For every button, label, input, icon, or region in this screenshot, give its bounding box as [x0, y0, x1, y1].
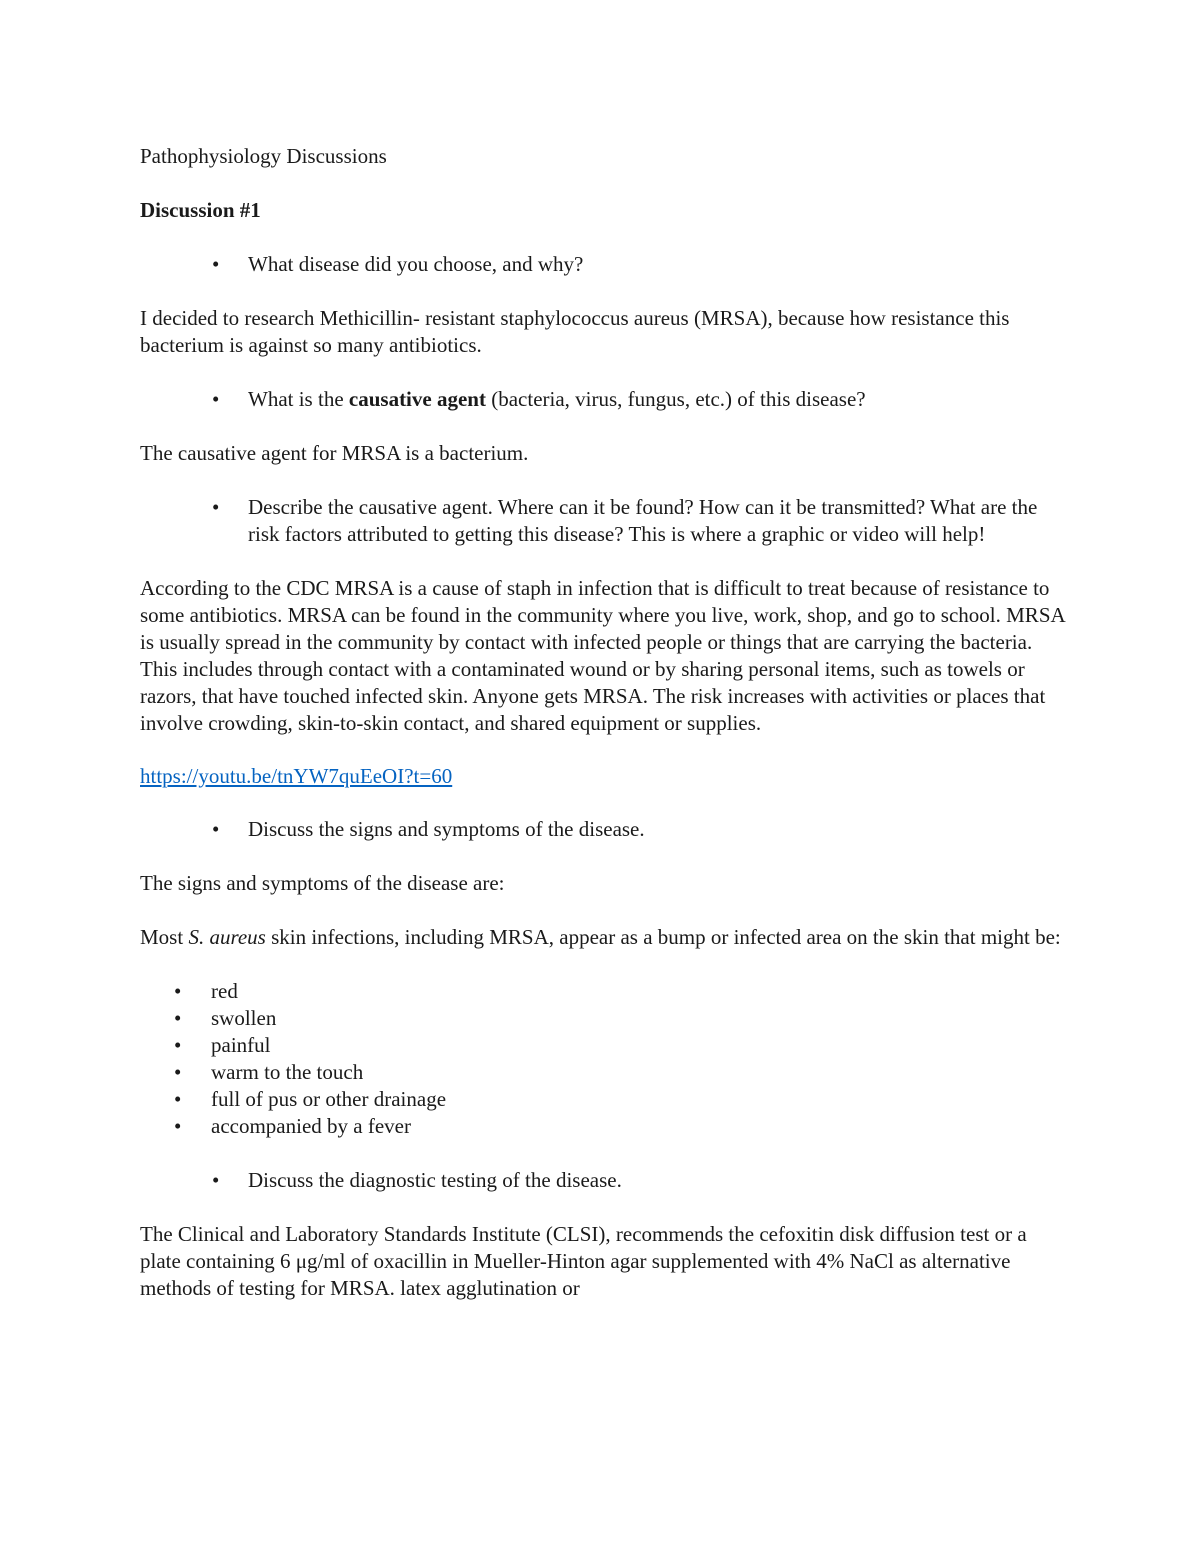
list-item [140, 1005, 1070, 1032]
bullet-icon: • [174, 979, 182, 1003]
bullet-icon: • [212, 1168, 220, 1192]
bullet-icon: • [174, 1087, 182, 1111]
question-4 [140, 816, 1070, 843]
question-list-5 [140, 1167, 1070, 1194]
question-4-text: Discuss the signs and symptoms of the disease. [248, 817, 645, 841]
list-item [140, 1086, 1070, 1113]
bullet-icon: • [212, 387, 220, 411]
bullet-icon: • [212, 817, 220, 841]
discussion-heading: Discussion #1 [140, 198, 261, 222]
answer-1: I decided to research Methicillin- resistant staphylococcus aureus (MRSA), because how resistance this bacterium is against so many antibiotics. [140, 306, 1010, 357]
list-item [140, 1059, 1070, 1086]
question-list-3 [140, 494, 1070, 548]
question-list-2 [140, 386, 1070, 413]
question-2-pre: What is the [248, 387, 349, 411]
question-1 [140, 251, 1070, 278]
answer-3: According to the CDC MRSA is a cause of staph in infection that is difficult to treat because of resistance to some antibiotics. MRSA can be found in the community where you live, work, shop, and go to school. MRSA is usually spread in the community by contact with infected people or things that are carrying the bacteria. This includes through contact with a contaminated wound or by sharing personal items, such as towels or razors, that have touched infected skin. Anyone gets MRSA. The risk increases with activities or places that involve crowding, skin-to-skin contact, and shared equipment or supplies. [140, 576, 1065, 735]
answer-4-post: skin infections, including MRSA, appear as a bump or infected area on the skin that might be: [265, 925, 1061, 949]
answer-4-intro: The signs and symptoms of the disease are: [140, 871, 505, 895]
question-3-text: Describe the causative agent. Where can it be found? How can it be transmitted? What are the risk factors attributed to getting this disease? This is where a graphic or video will help! [248, 495, 1038, 546]
symptom-text: painful [211, 1033, 271, 1057]
list-item [140, 1113, 1070, 1140]
symptom-text: red [211, 979, 238, 1003]
symptom-text: accompanied by a fever [211, 1114, 411, 1138]
answer-2: The causative agent for MRSA is a bacterium. [140, 441, 529, 465]
symptom-list [140, 978, 1070, 1140]
list-item [140, 978, 1070, 1005]
question-list-1 [140, 251, 1070, 278]
bullet-icon: • [174, 1114, 182, 1138]
list-item [140, 1032, 1070, 1059]
question-5-text: Discuss the diagnostic testing of the disease. [248, 1168, 622, 1192]
question-2-bold: causative agent [348, 387, 486, 411]
bullet-icon: • [212, 495, 220, 519]
answer-4-pre: Most [140, 925, 189, 949]
answer-5: The Clinical and Laboratory Standards Institute (CLSI), recommends the cefoxitin disk diffusion test or a plate containing 6 μg/ml of oxacillin in Mueller-Hinton agar supplemented with 4% NaCl as alternative methods of testing for MRSA. latex agglutination or [140, 1222, 1027, 1300]
symptom-text: full of pus or other drainage [211, 1087, 447, 1111]
symptom-text: swollen [211, 1006, 277, 1030]
answer-4-italic: S. aureus [188, 925, 266, 949]
symptom-text: warm to the touch [211, 1060, 364, 1084]
document-title: Pathophysiology Discussions [140, 144, 387, 168]
question-2 [140, 386, 1070, 413]
bullet-icon: • [212, 252, 220, 276]
answer-4-paragraph [140, 924, 1070, 951]
document-page [140, 143, 1070, 1329]
question-list-4 [140, 816, 1070, 843]
question-1-text: What disease did you choose, and why? [248, 252, 584, 276]
question-3 [140, 494, 1070, 548]
bullet-icon: • [174, 1033, 182, 1057]
bullet-icon: • [174, 1060, 182, 1084]
bullet-icon: • [174, 1006, 182, 1030]
question-2-post: (bacteria, virus, fungus, etc.) of this disease? [485, 387, 866, 411]
video-link[interactable]: https://youtu.be/tnYW7quEeOI?t=60 [140, 764, 453, 788]
question-5 [140, 1167, 1070, 1194]
